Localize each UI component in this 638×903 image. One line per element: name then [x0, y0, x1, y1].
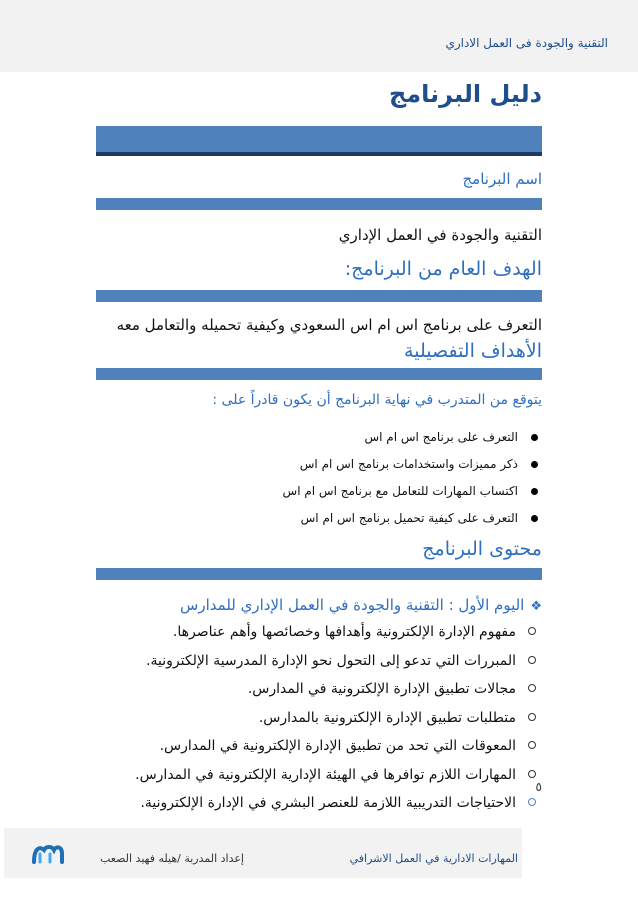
- list-item: مجالات تطبيق الإدارة الإلكترونية في المدارس.: [82, 675, 542, 704]
- list-item: مفهوم الإدارة الإلكترونية وأهدافها وخصائصها وأهم عناصرها.: [82, 618, 542, 647]
- ring-bullet-icon: [528, 798, 536, 806]
- ring-bullet-icon: [528, 627, 536, 635]
- footer-course: المهارات الادارية في العمل الاشرافي: [349, 852, 518, 865]
- program-content-heading: محتوى البرنامج: [422, 538, 542, 560]
- ring-bullet-icon: [528, 656, 536, 664]
- list-item: التعرف على برنامج اس ام اس: [122, 424, 542, 451]
- ring-bullet-icon: [528, 684, 536, 692]
- detailed-goals-intro: يتوقع من المتدرب في نهاية البرنامج أن يكون قادراً على :: [212, 392, 542, 408]
- diamond-icon: ❖: [530, 599, 542, 614]
- title-divider-bar: [96, 126, 542, 152]
- page-number: ٥: [535, 780, 542, 794]
- detailed-goals-list: [122, 424, 542, 532]
- bullet-icon: [531, 515, 538, 522]
- program-name-value: التقنية والجودة في العمل الإداري: [338, 226, 542, 244]
- list-item: المهارات اللازم توافرها في الهيئة الإدارية الإلكترونية في المدارس.: [82, 761, 542, 790]
- footer-author: إعداد المدربة /هيله فهيد الصعب: [100, 852, 244, 865]
- bullet-icon: [531, 434, 538, 441]
- document-title: دليل البرنامج: [388, 80, 542, 108]
- list-item: التعرف على كيفية تحميل برنامج اس ام اس: [122, 505, 542, 532]
- logo-icon: [30, 838, 66, 868]
- running-header: التقنية والجودة فى العمل الاداري: [445, 36, 608, 50]
- program-name-heading: اسم البرنامج: [462, 170, 542, 188]
- list-item: ذكر مميزات واستخدامات برنامج اس ام اس: [122, 451, 542, 478]
- section-divider-bar: [96, 568, 542, 580]
- day-one-title: ❖اليوم الأول : التقنية والجودة في العمل الإداري للمدارس: [180, 596, 542, 614]
- list-item: المبررات التي تدعو إلى التحول نحو الإدارة المدرسية الإلكترونية.: [82, 647, 542, 676]
- general-goal-text: التعرف على برنامج اس ام اس السعودي وكيفية تحميله والتعامل معه: [116, 316, 542, 334]
- detailed-goals-heading: الأهداف التفصيلية: [404, 340, 542, 362]
- general-goal-heading: الهدف العام من البرنامج:: [344, 258, 542, 280]
- section-divider-bar: [96, 290, 542, 302]
- ring-bullet-icon: [528, 713, 536, 721]
- list-item: الاحتياجات التدريبية اللازمة للعنصر البشري في الإدارة الإلكترونية.: [82, 789, 542, 818]
- ring-bullet-icon: [528, 770, 536, 778]
- section-divider-bar: [96, 368, 542, 380]
- list-item: متطلبات تطبيق الإدارة الإلكترونية بالمدارس.: [82, 704, 542, 733]
- section-divider-bar: [96, 198, 542, 210]
- list-item: اكتساب المهارات للتعامل مع برنامج اس ام اس: [122, 478, 542, 505]
- bullet-icon: [531, 488, 538, 495]
- day-one-topics-list: [82, 618, 542, 818]
- bullet-icon: [531, 461, 538, 468]
- ring-bullet-icon: [528, 741, 536, 749]
- list-item: المعوقات التي تحد من تطبيق الإدارة الإلكترونية في المدارس.: [82, 732, 542, 761]
